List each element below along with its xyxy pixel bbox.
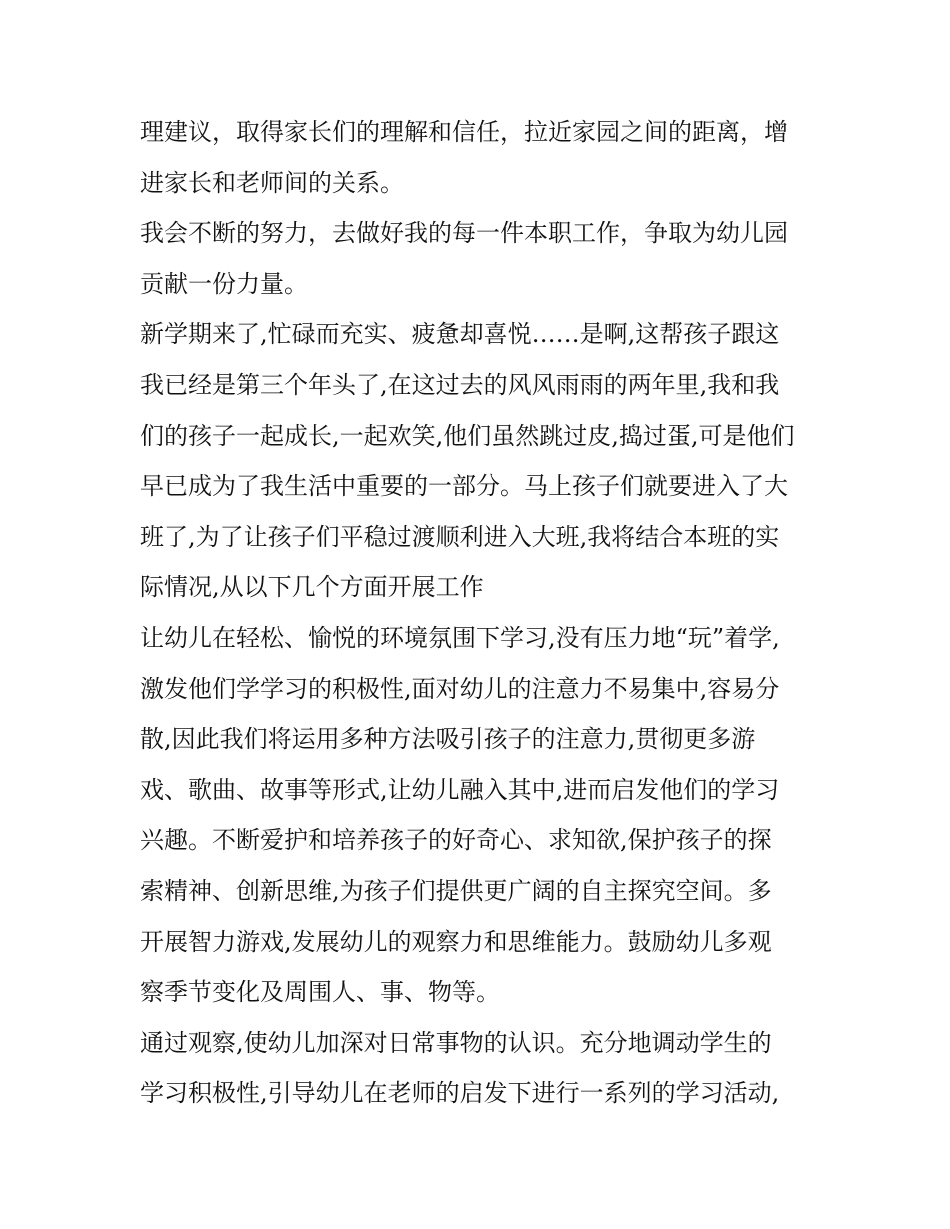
text-line: 我会不断的努力，去做好我的每一件本职工作，争取为幼儿园	[140, 219, 788, 248]
text-line: 理建议，取得家长们的理解和信任，拉近家园之间的距离，增	[140, 118, 788, 146]
text-line: 激发他们学学习的积极性,面对幼儿的注意力不易集中,容易分	[140, 674, 780, 703]
text-line: 班了,为了让孩子们平稳过渡顺利进入大班,我将结合本班的实	[140, 522, 780, 551]
text-line: 索精神、创新思维,为孩子们提供更广阔的自主探究空间。多	[140, 876, 772, 905]
text-line: 察季节变化及周围人、事、物等。	[140, 978, 500, 1007]
text-line: 贡献一份力量。	[140, 269, 308, 298]
text-line: 学习积极性,引导幼儿在老师的启发下进行一系列的学习活动,	[140, 1079, 780, 1108]
text-line: 们的孩子一起成长,一起欢笑,他们虽然跳过皮,捣过蛋,可是他们	[140, 421, 795, 450]
text-line: 兴趣。不断爱护和培养孩子的好奇心、求知欲,保护孩子的探	[140, 826, 772, 855]
text-line: 际情况,从以下几个方面开展工作	[140, 573, 484, 602]
text-line: 散,因此我们将运用多种方法吸引孩子的注意力,贯彻更多游	[140, 725, 756, 754]
text-line: 通过观察,使幼儿加深对日常事物的认识。充分地调动学生的	[140, 1028, 772, 1057]
text-line: 进家长和老师间的关系。	[140, 168, 404, 197]
text-line: 让幼儿在轻松、愉悦的环境氛围下学习,没有压力地“玩”着学,	[140, 623, 780, 652]
document-body	[140, 107, 820, 1119]
text-line: 开展智力游戏,发展幼儿的观察力和思维能力。鼓励幼儿多观	[140, 927, 772, 956]
text-line: 戏、歌曲、故事等形式,让幼儿融入其中,进而启发他们的学习	[140, 775, 780, 804]
text-line: 我已经是第三个年头了,在这过去的风风雨雨的两年里,我和我	[140, 370, 780, 399]
text-line: 新学期来了,忙碌而充实、疲惫却喜悦……是啊,这帮孩子跟这	[140, 320, 780, 349]
text-line: 早已成为了我生活中重要的一部分。马上孩子们就要进入了大	[140, 472, 788, 501]
